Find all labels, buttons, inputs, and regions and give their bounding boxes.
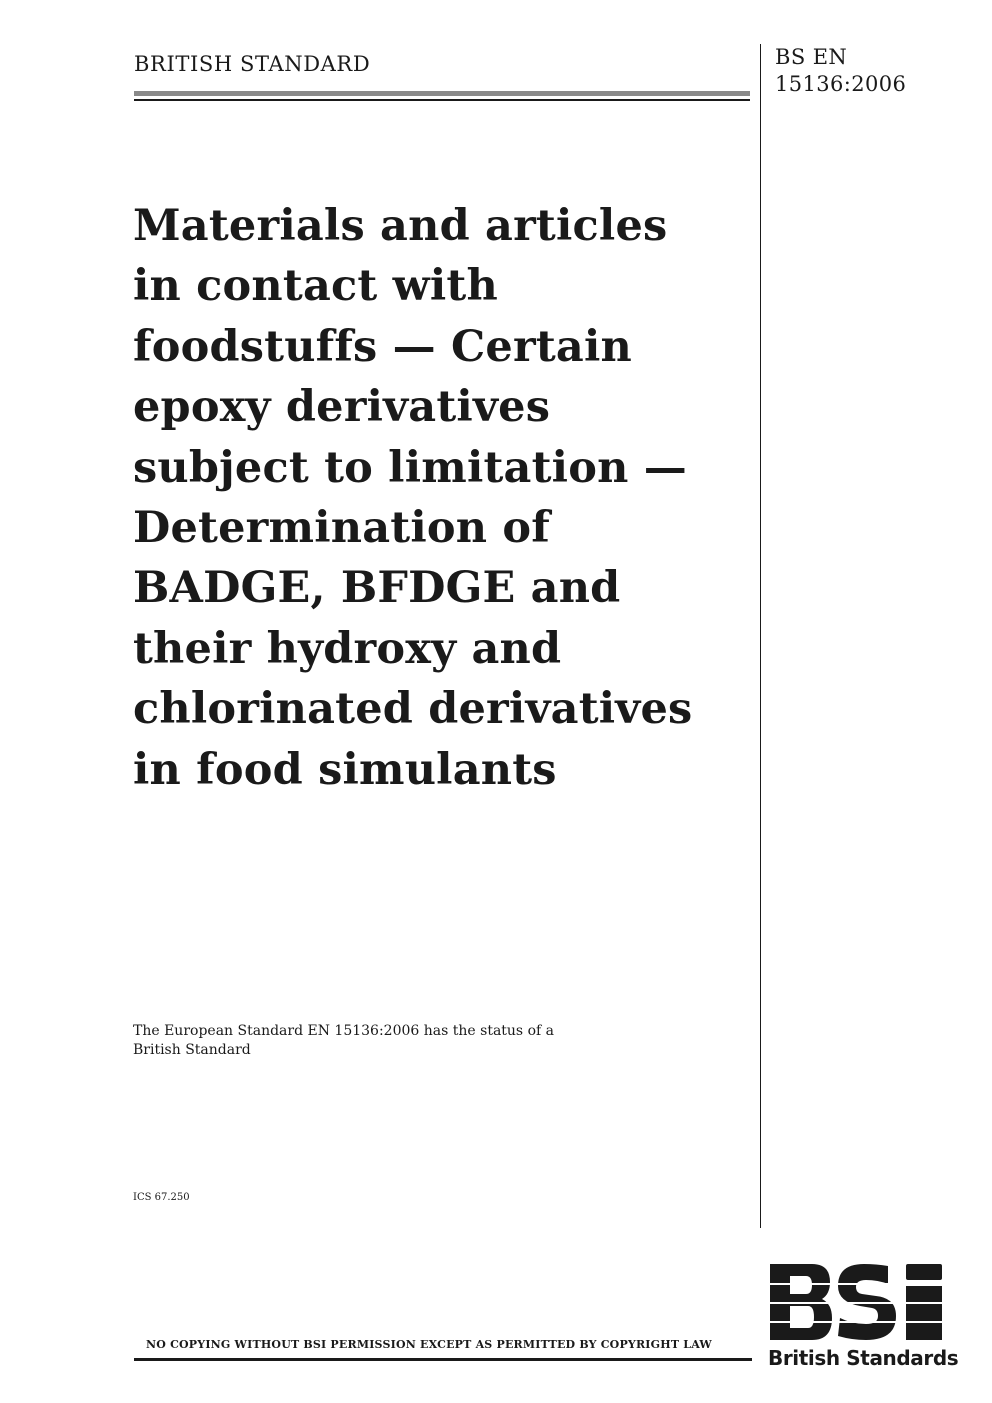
title-line: Materials and articles	[133, 201, 668, 251]
header-rule-gray	[134, 91, 750, 96]
title-line: Determination of	[133, 503, 550, 554]
footer-rule	[134, 1358, 752, 1361]
status-note	[133, 1022, 693, 1060]
standard-number	[775, 44, 906, 98]
vertical-divider	[760, 44, 761, 1228]
title-line: epoxy derivatives	[133, 382, 551, 433]
document-series-label: BRITISH STANDARD	[134, 52, 371, 76]
ics-code: ICS 67.250	[133, 1192, 190, 1203]
title-line: their hydroxy and	[133, 623, 562, 674]
document-title	[133, 196, 753, 800]
title-line: BADGE, BFDGE and	[133, 563, 621, 614]
bsi-logo-mark-icon	[768, 1262, 946, 1342]
title-line: foodstuffs — Certain	[133, 321, 632, 372]
title-line: chlorinated derivatives	[133, 684, 693, 735]
status-note-line: The European Standard EN 15136:2006 has the status of a	[133, 1023, 554, 1039]
bsi-tagline: British Standards	[768, 1346, 959, 1370]
standard-number-code: 15136:2006	[775, 72, 907, 96]
standard-number-prefix: BS EN	[775, 45, 848, 69]
title-line: in food simulants	[133, 744, 557, 795]
copyright-notice: NO COPYING WITHOUT BSI PERMISSION EXCEPT AS PERMITTED BY COPYRIGHT LAW	[146, 1338, 712, 1351]
title-line: in contact with	[133, 261, 498, 312]
status-note-line: British Standard	[133, 1042, 251, 1058]
title-line: subject to limitation —	[133, 442, 687, 493]
header-rule-black	[134, 99, 750, 101]
